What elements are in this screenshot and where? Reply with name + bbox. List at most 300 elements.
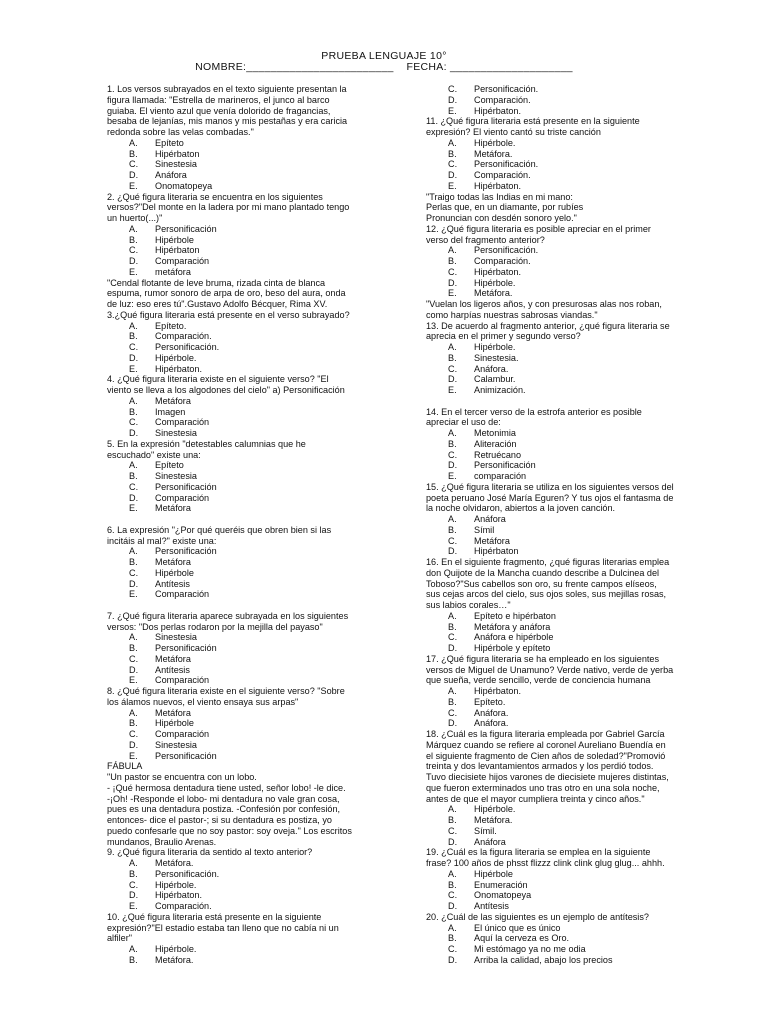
option-letter: A.: [129, 707, 138, 718]
option-letter: C.: [129, 342, 139, 352]
option-text: Sinestesia: [155, 428, 197, 438]
option-text: Mi estómago ya no me odia: [474, 944, 586, 954]
option-text: Hipérbole.: [155, 879, 197, 890]
answer-option: [426, 546, 706, 557]
option-letter: C.: [129, 417, 139, 428]
option-text: Símil: [474, 524, 495, 535]
text-line: espuma, rumor sonoro de arpa de oro, beso del aura, onda: [107, 288, 346, 299]
option-text: Personificación: [155, 481, 217, 492]
option-letter: A.: [129, 137, 138, 148]
option-text: Epíteto.: [155, 320, 187, 331]
answer-option: [107, 353, 379, 364]
text-line: versos de Miguel de Unamuno? Verde nativo, verde de yerba: [426, 664, 674, 675]
option-letter: B.: [129, 557, 138, 567]
option-letter: C.: [448, 632, 458, 643]
answer-option: [107, 751, 379, 762]
option-text: Comparación: [155, 492, 210, 503]
option-letter: C.: [129, 879, 139, 890]
text-line: guiaba. El viento azul que venía dolorido de fragancias,: [107, 105, 331, 116]
text-line: 3.¿Qué figura literaria está presente en el verso subrayado?: [107, 309, 350, 320]
answer-option: [107, 364, 379, 375]
option-text: Enumeración: [474, 879, 528, 890]
answer-option: [426, 869, 706, 880]
left-column: [107, 84, 379, 966]
option-text: Hipérbole.: [474, 277, 516, 288]
option-letter: A.: [448, 922, 457, 933]
answer-option: [107, 245, 379, 256]
text-line: 17. ¿Qué figura literaria se ha empleado en los siguientes: [426, 653, 660, 664]
option-text: Hipérbole.: [474, 342, 516, 352]
option-letter: B.: [448, 352, 457, 363]
text-line: viento se lleva a los algodones del cielo" a) Personificación: [107, 385, 345, 395]
option-text: Hipérbaton.: [474, 266, 522, 277]
option-letter: B.: [129, 406, 138, 417]
option-letter: D.: [448, 901, 458, 911]
text-line: Perlas que, en un diamante, por rubíes: [426, 202, 584, 213]
option-letter: D.: [448, 836, 458, 847]
answer-option: [426, 815, 706, 826]
answer-option: [426, 697, 706, 708]
answer-option: [107, 568, 379, 579]
text-line: 16. En el siguiente fragmento, ¿qué figuras literarias emplea: [426, 557, 670, 567]
option-letter: B.: [448, 879, 457, 890]
option-letter: B.: [129, 954, 138, 965]
answer-option: [107, 342, 379, 353]
answer-option: [426, 159, 706, 170]
text-line: como harpías nuestras sabrosas viandas.": [426, 309, 598, 320]
text-line: verso del fragmento anterior?: [426, 234, 545, 245]
option-letter: D.: [129, 428, 139, 438]
option-letter: C.: [129, 653, 139, 664]
answer-option: [107, 149, 379, 160]
answer-option: [426, 890, 706, 901]
option-text: Anáfora: [155, 170, 187, 180]
answer-option: [107, 579, 379, 590]
option-text: Hipérbole.: [474, 804, 516, 815]
answer-option: [107, 428, 379, 439]
option-letter: E.: [448, 385, 457, 395]
option-text: Personificación: [155, 546, 217, 557]
option-text: Anáfora: [474, 514, 506, 524]
option-letter: B.: [129, 148, 138, 159]
option-text: Anáfora.: [474, 718, 509, 729]
answer-option: [426, 804, 706, 815]
text-line: de luz: eso eres tú".Gustavo Adolfo Bécquer, Rima XV.: [107, 299, 328, 309]
option-letter: C.: [448, 84, 458, 94]
text-line: mundanos, Braulio Arenas.: [107, 836, 217, 847]
answer-option: [107, 589, 379, 600]
option-text: Metáfora: [155, 503, 191, 514]
option-letter: A.: [129, 320, 138, 331]
text-line: versos?"Del monte en la ladera por mi mano plantado tengo: [107, 202, 350, 213]
text-line: apreciar el uso de:: [426, 417, 501, 428]
answer-option: [426, 278, 706, 289]
option-text: Metáfora.: [474, 815, 513, 825]
option-text: Metáfora.: [474, 288, 513, 299]
answer-option: [107, 546, 379, 557]
text-line: Márquez cuando se refiere al coronel Aureliano Buendía en: [426, 739, 666, 750]
option-text: Aquí la cerveza es Oro.: [474, 933, 570, 944]
text-line: 13. De acuerdo al fragmento anterior, ¿qué figura literaria se: [426, 320, 670, 331]
text-line: 1. Los versos subrayados en el texto siguiente presentan la: [107, 84, 347, 94]
option-text: Metáfora y anáfora: [474, 621, 551, 632]
option-letter: D.: [129, 664, 139, 675]
text-line: incitáis al mal?" existe una:: [107, 535, 217, 546]
option-text: Personificación: [155, 750, 217, 761]
answer-option: [107, 665, 379, 676]
option-letter: D.: [448, 94, 458, 105]
option-text: Metáfora: [474, 535, 510, 546]
option-text: Anáfora.: [474, 363, 509, 374]
option-letter: B.: [129, 471, 138, 481]
answer-option: [426, 955, 706, 966]
option-text: Hipérbaton.: [155, 890, 203, 901]
option-text: Anáfora: [474, 836, 506, 847]
option-letter: A.: [448, 610, 457, 621]
text-line: 4. ¿Qué figura literaria existe en el siguiente verso? "El: [107, 374, 329, 385]
answer-option: [426, 450, 706, 461]
option-letter: B.: [129, 234, 138, 245]
option-text: Hipérbaton.: [474, 180, 522, 191]
text-line: - ¡Qué hermosa dentadura tiene usted, señor lobo! -le dice.: [107, 782, 346, 793]
option-text: Personificación.: [474, 159, 539, 170]
answer-option: [426, 84, 706, 95]
option-letter: E.: [448, 288, 457, 299]
option-letter: B.: [448, 256, 457, 266]
text-line: "Un pastor se encuentra con un lobo.: [107, 772, 257, 782]
answer-option: [107, 890, 379, 901]
option-text: Hipérbaton.: [155, 363, 203, 374]
option-letter: A.: [129, 395, 138, 406]
option-text: Metáfora.: [155, 954, 194, 965]
option-letter: A.: [448, 342, 457, 352]
text-line: pues es una dentadura postiza. -Confesión por confesión,: [107, 804, 341, 815]
option-letter: B.: [448, 621, 457, 632]
text-line: 2. ¿Qué figura literaria se encuentra en los siguientes: [107, 191, 323, 202]
option-letter: D.: [448, 277, 458, 288]
option-text: Aliteración: [474, 438, 517, 449]
option-letter: B.: [448, 933, 457, 944]
answer-option: [107, 718, 379, 729]
text-line: 12. ¿Qué figura literaria es posible apreciar en el primer: [426, 223, 651, 234]
option-letter: A.: [129, 858, 138, 868]
answer-option: [426, 181, 706, 192]
answer-option: [426, 385, 706, 396]
option-letter: B.: [129, 331, 138, 342]
spacer: [107, 514, 379, 525]
option-text: Arriba la calidad, abajo los precios: [474, 954, 613, 965]
option-letter: C.: [448, 535, 458, 546]
text-line: escuchado" existe una:: [107, 449, 201, 460]
answer-option: [107, 955, 379, 966]
option-text: metáfora: [155, 266, 191, 277]
option-text: Hipérbole: [474, 868, 513, 879]
option-letter: B.: [448, 696, 457, 707]
answer-option: [426, 686, 706, 697]
option-text: Metáfora: [155, 557, 191, 567]
option-letter: D.: [448, 954, 458, 965]
answer-option: [107, 503, 379, 514]
option-text: Personificación.: [474, 245, 539, 256]
answer-option: [426, 374, 706, 385]
option-letter: D.: [448, 170, 458, 180]
answer-option: [426, 439, 706, 450]
option-text: Anáfora e hipérbole: [474, 632, 554, 643]
text-line: que fueron exterminados uno tras otro en una sola noche,: [426, 782, 660, 793]
option-text: Sinestesia: [155, 632, 197, 643]
option-text: Comparación.: [474, 94, 531, 105]
option-text: Onomatopeya: [474, 890, 532, 901]
answer-option: [107, 944, 379, 955]
text-line: sus cejas arcos del cielo, sus ojos soles, sus mejillas rosas,: [426, 589, 667, 600]
option-text: Hipérbole.: [155, 944, 197, 954]
answer-option: [107, 675, 379, 686]
option-letter: C.: [448, 449, 458, 460]
option-letter: A.: [448, 686, 457, 696]
text-line: 10. ¿Qué figura literaria está presente en la siguiente: [107, 911, 322, 922]
text-line: 9. ¿Qué figura literaria da sentido al texto anterior?: [107, 847, 313, 858]
option-letter: B.: [448, 815, 457, 825]
answer-option: [107, 654, 379, 665]
option-text: Antítesis: [155, 664, 190, 675]
answer-option: [426, 95, 706, 106]
option-letter: A.: [448, 245, 457, 256]
answer-option: [426, 460, 706, 471]
answer-option: [426, 536, 706, 547]
text-line: poeta peruano José María Eguren? Y tus ojos el fantasma de: [426, 492, 674, 503]
answer-option: [107, 170, 379, 181]
option-letter: C.: [448, 363, 458, 374]
option-text: Comparación.: [474, 170, 531, 180]
option-text: Sinestesia: [155, 471, 197, 481]
option-letter: E.: [129, 503, 138, 514]
text-line: la noche olvidaron, abiertos a la joven canción.: [426, 503, 616, 514]
option-text: Metonimia: [474, 428, 516, 438]
answer-option: [426, 837, 706, 848]
text-line: 14. En el tercer verso de la estrofa anterior es posible: [426, 406, 642, 417]
text-line: 18. ¿Cuál es la figura literaria empleada por Gabriel García: [426, 729, 665, 739]
answer-option: [107, 224, 379, 235]
answer-option: [426, 643, 706, 654]
option-text: Sinestesia: [155, 159, 197, 170]
option-text: Hipérbole.: [474, 137, 516, 148]
answer-option: [426, 708, 706, 719]
text-line: "Vuelan los ligeros años, y con presurosas alas nos roban,: [426, 299, 662, 309]
answer-option: [426, 514, 706, 525]
option-text: Imagen: [155, 406, 186, 417]
answer-option: [426, 428, 706, 439]
option-letter: A.: [448, 137, 457, 148]
answer-option: [426, 138, 706, 149]
option-letter: E.: [448, 105, 457, 116]
text-line: expresión? El viento cantó su triste canción: [426, 127, 601, 137]
option-text: Comparación: [155, 417, 210, 428]
text-line: entonces- dice el pastor-; si su dentadura es postiza, yo: [107, 815, 332, 825]
answer-option: [426, 256, 706, 267]
option-letter: C.: [129, 481, 139, 492]
option-text: Retruécano: [474, 449, 522, 460]
answer-option: [107, 181, 379, 192]
option-letter: E.: [129, 363, 138, 374]
text-line: puedo confesarle que no soy pastor: soy oveja." Los escritos: [107, 825, 352, 836]
option-letter: C.: [448, 825, 458, 836]
option-letter: C.: [448, 944, 458, 954]
option-letter: E.: [448, 471, 457, 481]
option-letter: D.: [448, 460, 458, 471]
text-line: alfiler": [107, 933, 132, 944]
option-text: Hipérbole: [155, 718, 194, 729]
answer-option: [107, 869, 379, 880]
text-line: 11. ¿Qué figura literaria está presente en la siguiente: [426, 116, 640, 127]
answer-option: [107, 482, 379, 493]
option-letter: D.: [129, 578, 139, 589]
answer-option: [107, 471, 379, 482]
option-letter: A.: [129, 546, 138, 557]
answer-option: [426, 471, 706, 482]
answer-option: [107, 557, 379, 568]
text-line: 19. ¿Cuál es la figura literaria se emplea en la siguiente: [426, 847, 651, 858]
text-line: los álamos nuevos, el viento ensaya sus arpas": [107, 696, 299, 707]
text-line: Toboso?"Sus cabellos son oro, su frente campos elíseos,: [426, 578, 657, 589]
option-text: Hipérbaton: [155, 148, 200, 159]
option-letter: C.: [129, 567, 139, 578]
option-text: Hipérbole: [155, 567, 194, 578]
text-line: 5. En la expresión "detestables calumnias que he: [107, 438, 306, 449]
answer-option: [426, 353, 706, 364]
answer-option: [107, 643, 379, 654]
option-text: Personificación: [474, 460, 536, 471]
option-letter: E.: [129, 180, 138, 191]
answer-option: [426, 611, 706, 622]
option-letter: D.: [448, 374, 458, 385]
option-text: Epíteto: [155, 460, 184, 471]
spacer: [107, 600, 379, 611]
option-text: Hipérbaton: [474, 546, 519, 557]
text-line: Pronuncian con desdén sonoro yelo.": [426, 213, 577, 223]
option-text: Antítesis: [155, 578, 190, 589]
option-letter: A.: [448, 428, 457, 438]
answer-option: [426, 106, 706, 117]
option-letter: B.: [448, 438, 457, 449]
answer-option: [426, 944, 706, 955]
option-letter: C.: [448, 890, 458, 901]
option-text: Personificación: [155, 643, 217, 653]
option-letter: D.: [129, 890, 139, 901]
text-line: que sueña, verde sencillo, verde de conciencia humana: [426, 675, 651, 686]
option-text: Hipérbaton.: [474, 686, 522, 696]
answer-option: [107, 267, 379, 278]
option-letter: A.: [129, 460, 138, 471]
text-line: 7. ¿Qué figura literaria aparece subrayada en los siguientes: [107, 610, 349, 621]
option-letter: A.: [448, 804, 457, 815]
answer-option: [107, 858, 379, 869]
option-letter: D.: [448, 546, 458, 557]
text-line: 20. ¿Cuál de las siguientes es un ejemplo de antítesis?: [426, 911, 649, 922]
option-letter: E.: [129, 589, 138, 600]
option-text: Metáfora: [155, 653, 191, 664]
answer-option: [107, 396, 379, 407]
text-line: un huerto(...)": [107, 213, 163, 223]
option-text: Hipérbole.: [155, 352, 197, 363]
option-letter: A.: [129, 223, 138, 234]
text-line: el siguiente fragmento de Cien años de soledad?"Promovió: [426, 750, 666, 761]
option-text: Comparación.: [155, 331, 212, 342]
option-letter: D.: [448, 643, 458, 653]
answer-option: [107, 740, 379, 751]
answer-option: [107, 138, 379, 149]
answer-option: [107, 407, 379, 418]
text-line: expresión?"El estadio estaba tan lleno que no cabía ni un: [107, 922, 339, 933]
answer-option: [426, 901, 706, 912]
text-line: antes de que el mayor cumpliera treinta y cinco años.": [426, 793, 645, 804]
answer-option: [426, 923, 706, 934]
option-letter: E.: [129, 266, 138, 277]
option-letter: E.: [129, 750, 138, 761]
option-text: Metáfora: [155, 395, 191, 406]
answer-option: [426, 880, 706, 891]
answer-option: [107, 632, 379, 643]
option-letter: B.: [129, 718, 138, 729]
option-text: Onomatopeya: [155, 180, 213, 191]
text-line: Tuvo diecisiete hijos varones de diecisiete mujeres distintas,: [426, 772, 669, 782]
answer-option: [426, 288, 706, 299]
text-line: "Cendal flotante de leve bruma, rizada cinta de blanca: [107, 277, 326, 288]
option-letter: D.: [448, 718, 458, 729]
option-text: El único que es único: [474, 922, 561, 933]
option-letter: E.: [448, 180, 457, 191]
text-line: frase? 100 años de phsst flizzz clink clink glug glug... ahhh.: [426, 858, 665, 868]
option-letter: E.: [129, 901, 138, 911]
text-line: 15. ¿Qué figura literaria se utiliza en los siguientes versos del: [426, 481, 674, 492]
answer-option: [426, 622, 706, 633]
option-text: Epíteto.: [474, 696, 506, 707]
answer-option: [107, 235, 379, 246]
option-letter: C.: [448, 707, 458, 718]
option-text: Antítesis: [474, 901, 509, 911]
option-text: Comparación: [155, 256, 210, 266]
option-letter: D.: [129, 492, 139, 503]
option-letter: A.: [129, 944, 138, 954]
text-line: treinta y dos levantamientos armados y los perdió todos.: [426, 761, 654, 772]
answer-option: [107, 460, 379, 471]
option-letter: A.: [129, 632, 138, 643]
option-text: Animización.: [474, 385, 526, 395]
option-text: Anáfora.: [474, 707, 509, 718]
option-text: Hipérbole: [155, 234, 194, 245]
option-text: Epíteto e hipérbaton: [474, 610, 556, 621]
option-text: Metáfora.: [474, 148, 513, 159]
option-letter: D.: [129, 256, 139, 266]
text-line: 8. ¿Qué figura literaria existe en el siguiente verso? "Sobre: [107, 686, 345, 696]
text-line: aprecia en el primer y segundo verso?: [426, 331, 581, 342]
option-letter: B.: [448, 524, 457, 535]
answer-option: [426, 826, 706, 837]
exam-title: PRUEBA LENGUAJE 10°: [321, 50, 447, 62]
option-text: comparación: [474, 471, 527, 481]
text-line: don Quijote de la Mancha cuando describe a Dulcinea del: [426, 567, 660, 578]
option-text: Calambur.: [474, 374, 516, 385]
answer-option: [426, 525, 706, 536]
option-text: Símil.: [474, 825, 497, 836]
answer-option: [426, 933, 706, 944]
answer-option: [107, 256, 379, 267]
option-text: Comparación.: [155, 901, 212, 911]
right-column: [426, 84, 706, 966]
option-text: Comparación: [155, 675, 210, 686]
spacer: [426, 396, 706, 407]
option-letter: A.: [448, 514, 457, 524]
option-text: Metáfora.: [155, 858, 194, 868]
